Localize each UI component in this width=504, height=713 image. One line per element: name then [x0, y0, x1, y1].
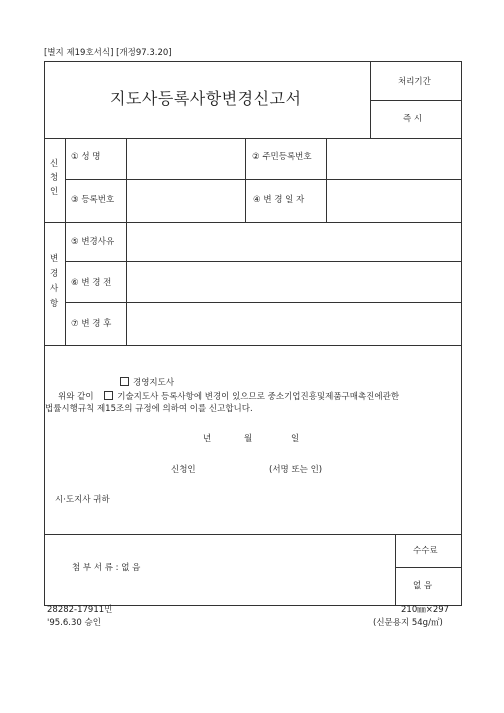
reg-no-field[interactable]	[128, 181, 243, 221]
declaration-line2: 법률시행규칙 제15조의 규정에 의하여 이를 신고합니다.	[45, 404, 253, 414]
addressee: 시·도지사 귀하	[55, 495, 110, 505]
technical-checkbox[interactable]	[104, 391, 113, 400]
fee-label: 수수료	[413, 546, 438, 556]
applicant-label-3: 인	[50, 187, 59, 197]
name-field[interactable]	[128, 140, 243, 178]
form-title: 지도사등록사항변경신고서	[110, 89, 302, 108]
option-management-text: 경영지도사	[133, 378, 175, 388]
processing-label: 처리기간	[398, 77, 431, 87]
date-day: 일	[291, 434, 300, 444]
after-label: ⑦ 변 경 후	[71, 319, 112, 329]
name-label: ① 성 명	[71, 152, 101, 162]
changes-label-3: 사	[50, 284, 59, 294]
footer-left-1: 28282-17911민	[47, 605, 113, 615]
change-date-field[interactable]	[328, 181, 460, 221]
reg-no-label: ③ 등록번호	[71, 195, 115, 205]
option-technical-text: 기술지도사 등록사항에 변경이 있으므로 중소기업진흥및제품구매촉진에관한	[117, 392, 400, 402]
processing-value: 즉 시	[403, 114, 423, 124]
fee-value: 없 음	[413, 581, 433, 591]
attachments-label: 첨 부 서 류 : 없 음	[72, 563, 141, 573]
resident-no-label: ② 주민등록번호	[252, 152, 312, 162]
date-month: 월	[244, 434, 253, 444]
declaration-line1	[58, 391, 399, 402]
changes-label-4: 항	[50, 299, 59, 309]
changes-label-2: 경	[50, 269, 59, 279]
reason-label: ⑤ 변경사유	[71, 237, 115, 247]
management-checkbox[interactable]	[120, 377, 129, 386]
resident-no-field[interactable]	[328, 140, 460, 178]
footer-right-2: (신문용지 54g/㎡)	[373, 618, 443, 628]
footer-left-2: '95.6.30 승인	[47, 618, 101, 628]
option-management	[120, 377, 174, 388]
applicant-label-2: 청	[50, 173, 59, 183]
applicant-label-1: 신	[50, 159, 59, 169]
before-label: ⑥ 변 경 전	[71, 278, 112, 288]
footer-right-1: 210㎜×297	[401, 605, 450, 615]
reason-field[interactable]	[128, 224, 460, 260]
form-header: [별지 제19호서식] [개정97.3.20]	[44, 48, 172, 58]
signature-note: (서명 또는 인)	[269, 465, 323, 475]
date-year: 년	[203, 434, 212, 444]
after-field[interactable]	[128, 304, 460, 344]
change-date-label: ④ 변 경 일 자	[253, 195, 305, 205]
changes-label-1: 변	[50, 254, 59, 264]
applicant-sign-label: 신청인	[171, 465, 196, 475]
line1-prefix: 위와 같이	[58, 392, 94, 402]
before-field[interactable]	[128, 263, 460, 301]
